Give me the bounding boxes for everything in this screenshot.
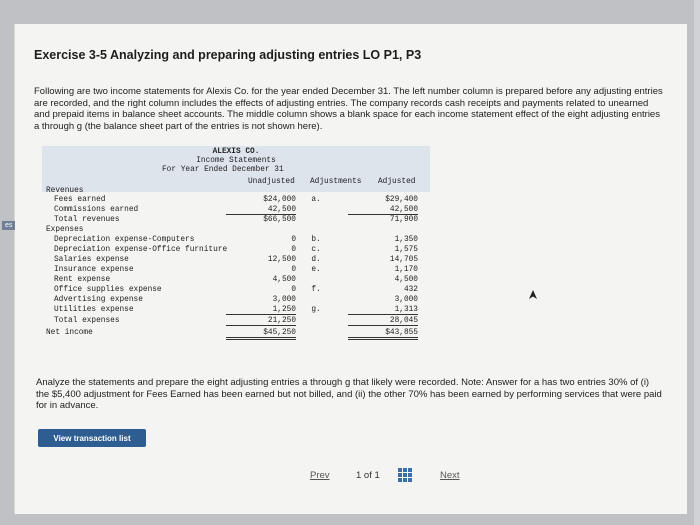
table-row <box>42 286 430 296</box>
unadjusted-value: 0 <box>291 266 296 274</box>
statement-name: Income Statements <box>196 157 276 165</box>
adjustment-letter: b. <box>311 236 321 244</box>
table-row <box>42 246 430 256</box>
adjusted-value: 71,900 <box>389 216 418 224</box>
unadjusted-value: 42,500 <box>226 206 296 215</box>
exercise-title: Exercise 3-5 Analyzing and preparing adjusting entries LO P1, P3 <box>34 48 422 62</box>
table-row <box>42 216 430 226</box>
company-name: ALEXIS CO. <box>212 148 260 156</box>
adjusted-value: 1,170 <box>394 266 418 274</box>
table-row <box>42 276 430 286</box>
adjusted-value: $29,400 <box>385 196 418 204</box>
row-label: Rent expense <box>54 276 111 284</box>
grid-icon[interactable] <box>398 468 412 482</box>
unadjusted-value: $24,000 <box>263 196 296 204</box>
row-label: Total expenses <box>54 317 120 325</box>
unadjusted-value: 1,250 <box>226 306 296 315</box>
adjusted-value: $43,855 <box>348 329 418 340</box>
row-label: Office supplies expense <box>54 286 162 294</box>
unadjusted-value: 0 <box>291 286 296 294</box>
page-indicator: 1 of 1 <box>356 469 380 481</box>
unadjusted-value: 21,250 <box>226 317 296 326</box>
unadjusted-value: $45,250 <box>226 329 296 340</box>
income-statement <box>42 146 430 352</box>
unadjusted-value: 3,000 <box>272 296 296 304</box>
column-adjusted-header: Adjusted <box>378 178 416 186</box>
adjusted-value: 1,575 <box>394 246 418 254</box>
intro-paragraph: Following are two income statements for Alexis Co. for the year ended December 31. The left number column is prepared before any adjusting entries are recorded, and the right column includes the effects of adjusting entries. The company records cash receipts and payments related to unearned and prepaid items in balance sheet accounts. The middle column shows a blank space for each income statement effect of the eight adjusting entries a through g (the balance sheet part of the entries is not shown here). <box>34 86 663 132</box>
unadjusted-value: 0 <box>291 246 296 254</box>
right-edge <box>694 0 700 525</box>
unadjusted-value: 12,500 <box>267 256 296 264</box>
adjusted-value: 432 <box>403 286 418 294</box>
row-label: Net income <box>46 329 93 337</box>
adjusted-value: 4,500 <box>394 276 418 284</box>
table-row <box>42 296 430 306</box>
prev-link[interactable]: Prev <box>310 469 330 481</box>
unadjusted-value: 4,500 <box>272 276 296 284</box>
adjustment-letter: c. <box>311 246 321 254</box>
row-label: Total revenues <box>54 216 120 224</box>
adjusted-value: 3,000 <box>394 296 418 304</box>
row-label: Revenues <box>46 187 84 195</box>
adjustment-letter: g. <box>311 306 321 314</box>
pagination <box>300 467 476 483</box>
adjustment-letter: e. <box>311 266 321 274</box>
column-adjustments-header: Adjustments <box>310 178 362 186</box>
adjustment-letter: f. <box>311 286 321 294</box>
table-row <box>42 317 430 327</box>
row-label: Fees earned <box>54 196 106 204</box>
adjusted-value: 1,313 <box>348 306 418 315</box>
table-row <box>42 236 430 246</box>
row-label: Utilities expense <box>54 306 134 314</box>
row-label: Advertising expense <box>54 296 143 304</box>
row-label: Depreciation expense-Computers <box>54 236 195 244</box>
adjusted-value: 14,705 <box>389 256 418 264</box>
mouse-pointer-icon <box>528 290 538 300</box>
adjusted-value: 28,045 <box>348 317 418 326</box>
row-label: Commissions earned <box>54 206 139 214</box>
row-label: Depreciation expense-Office furniture <box>54 246 228 254</box>
table-row <box>42 266 430 276</box>
table-row <box>42 306 430 316</box>
column-unadjusted-header: Unadjusted <box>248 178 295 186</box>
adjusted-value: 42,500 <box>348 206 418 215</box>
table-row <box>42 196 430 206</box>
table-row <box>42 329 430 339</box>
table-row <box>42 256 430 266</box>
statement-period: For Year Ended December 31 <box>162 166 284 174</box>
row-label: Insurance expense <box>54 266 134 274</box>
table-row <box>42 226 430 236</box>
row-label: Salaries expense <box>54 256 129 264</box>
side-tab-label[interactable]: es <box>2 221 15 230</box>
adjustment-letter: a. <box>311 196 321 204</box>
unadjusted-value: $66,500 <box>263 216 296 224</box>
question-paragraph: Analyze the statements and prepare the eight adjusting entries a through g that likely were recorded. Note: Answer for a has two entries 30% of (i) the $5,400 adjustment for Fees Earned has been earned but not billed, and (ii) the other 70% has been earned by performing services that were paid for in advance. <box>36 377 662 411</box>
row-label: Expenses <box>46 226 84 234</box>
adjusted-value: 1,350 <box>394 236 418 244</box>
view-transaction-list-button[interactable]: View transaction list <box>38 429 146 447</box>
next-link[interactable]: Next <box>440 469 460 481</box>
adjustment-letter: d. <box>311 256 321 264</box>
table-row <box>42 206 430 216</box>
unadjusted-value: 0 <box>291 236 296 244</box>
